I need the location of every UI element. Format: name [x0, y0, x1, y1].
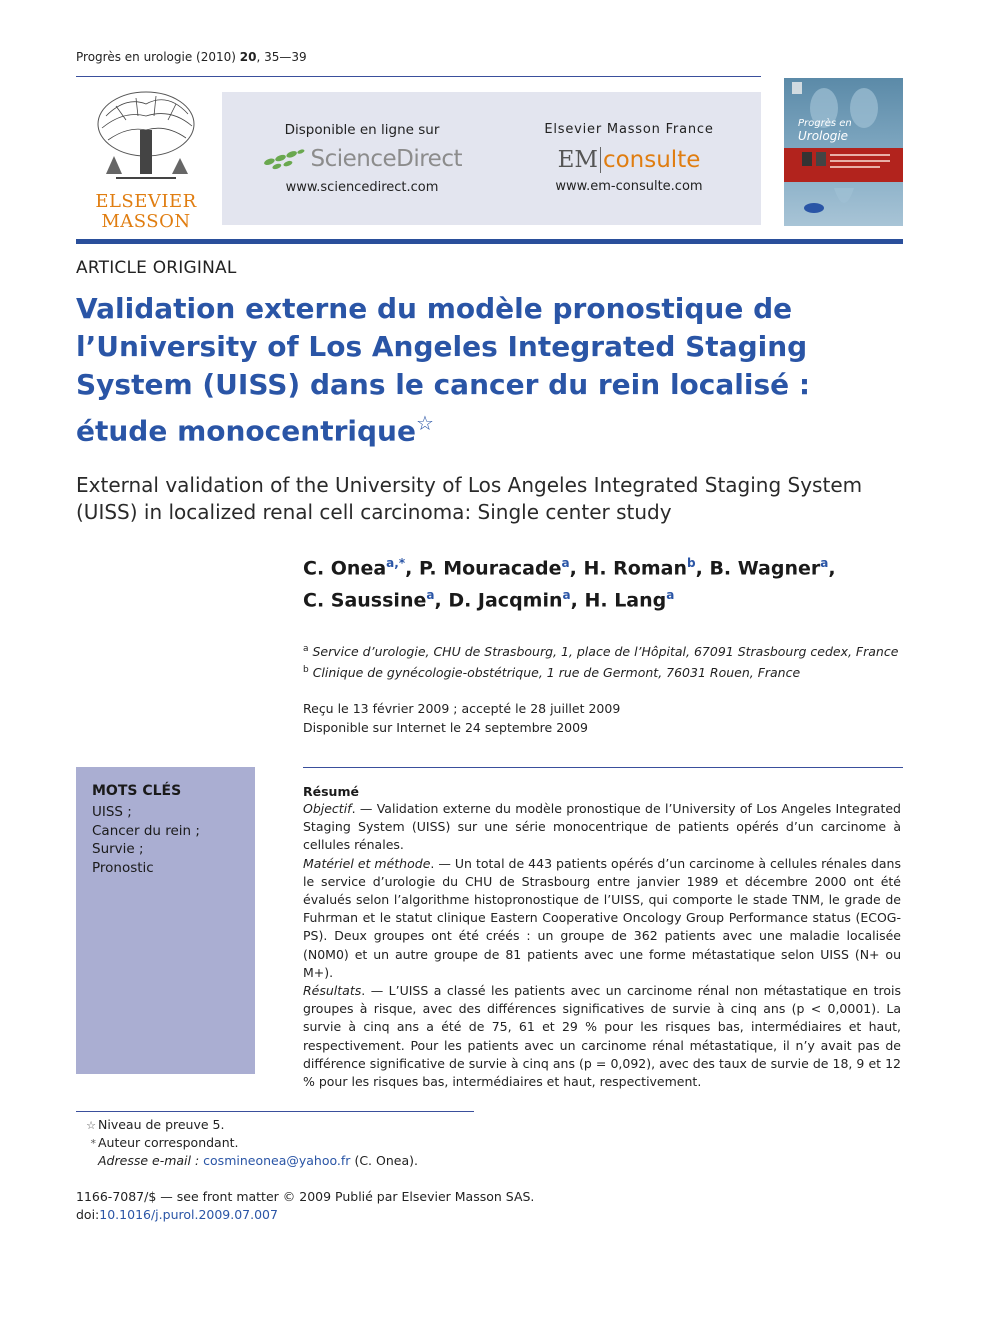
author-name: C. Onea — [303, 557, 387, 580]
abstract-title: Résumé — [303, 784, 359, 799]
author-name: B. Wagner — [709, 557, 821, 580]
author-separator: , — [434, 589, 449, 612]
sciencedirect-wordmark: ScienceDirect — [310, 146, 462, 172]
author-separator: , — [405, 557, 419, 580]
article-dates — [303, 699, 903, 737]
received-date: Reçu le 13 février 2009 ; accepté le 28 juillet 2009 — [303, 701, 621, 716]
article-title-en — [76, 472, 916, 526]
journal-volume: 20 — [239, 50, 257, 64]
keyword-item: Pronostic — [92, 859, 154, 876]
footnote-asterisk-mark: * — [90, 1137, 96, 1150]
author-separator: , — [569, 557, 584, 580]
elsevier-wordmark — [76, 192, 216, 232]
affiliation-mark: a — [303, 644, 309, 654]
abstract-section-text: . — L’UISS a classé les patients avec un carcinome rénal non métastatique en trois groupes à risque, avec des différences significatives de survie à cinq ans (p < 0,0001). La survie à cinq ans a été de 75, 61 et 29 % pour les risques bas, intermédiaires et haut, respectivement. Pour les patients avec un carcinome rénal métastatique, il n’y avait pas de différence significative de survie à cinq ans (p = 0,092), avec des taux de survie de 18, 9 et 12 % pour les risques bas, intermédiaires et haut, respectivement. — [303, 983, 901, 1090]
header-rule — [76, 76, 761, 77]
abstract-objectif — [303, 800, 901, 855]
cover-thumbnails-icon — [784, 148, 903, 182]
keywords-box — [76, 767, 255, 1074]
em-divider — [600, 147, 601, 173]
journal-pages: , 35—39 — [256, 50, 307, 64]
author-name: D. Jacqmin — [448, 589, 563, 612]
author-list — [303, 550, 903, 615]
author-separator: , — [828, 557, 836, 580]
sciencedirect-logo[interactable] — [262, 144, 462, 174]
author-affil-mark[interactable]: a,* — [386, 556, 406, 570]
doi-link[interactable]: 10.1016/j.purol.2009.07.007 — [99, 1207, 278, 1222]
affiliations — [303, 640, 923, 682]
emconsulte-block — [534, 122, 724, 194]
author-affil-mark[interactable]: b — [687, 556, 696, 570]
sciencedirect-label: Disponible en ligne sur — [284, 122, 440, 138]
author-name: H. Lang — [584, 589, 667, 612]
elsevier-line: ELSEVIER — [95, 191, 197, 212]
footnote-rule — [76, 1111, 474, 1112]
title-en-line: External validation of the University of Los Angeles Integrated Staging System — [76, 473, 863, 497]
title-fr-line: Validation externe du modèle pronostique de — [76, 292, 793, 325]
journal-cover-image — [784, 78, 903, 226]
copyright-block — [76, 1188, 676, 1224]
author-name: C. Saussine — [303, 589, 427, 612]
abstract-section-label: Résultats — [303, 983, 362, 999]
masson-line: MASSON — [101, 211, 191, 232]
title-fr-line: étude monocentrique — [76, 414, 416, 448]
author-affil-mark[interactable]: a — [666, 588, 675, 603]
keyword-item: Survie ; — [92, 841, 144, 857]
footnote-text: Auteur correspondant. — [98, 1135, 239, 1150]
online-date: Disponible sur Internet le 24 septembre 2009 — [303, 720, 589, 735]
footnote-text: Niveau de preuve 5. — [98, 1117, 225, 1132]
affiliation-item — [303, 640, 923, 661]
consulte-wordmark: consulte — [602, 147, 701, 173]
journal-citation — [76, 50, 307, 64]
abstract-body — [303, 800, 901, 1091]
footnote-star-mark: ☆ — [86, 1119, 96, 1132]
affiliation-text: Service d’urologie, CHU de Strasbourg, 1, place de l’Hôpital, 67091 Strasbourg cedex, France — [312, 644, 899, 660]
keyword-item: Cancer du rein ; — [92, 822, 200, 839]
em-wordmark: EM — [557, 147, 598, 173]
title-footnote-star[interactable]: ☆ — [415, 411, 434, 435]
keywords-list — [92, 803, 200, 877]
email-label: Adresse e-mail : — [98, 1153, 200, 1168]
cover-title-line1: Progrès en — [798, 118, 852, 129]
author-affil-mark[interactable]: a — [426, 588, 435, 603]
abstract-methode — [303, 855, 901, 982]
keyword-item: UISS ; — [92, 804, 132, 820]
cover-title-line2: Urologie — [798, 129, 849, 143]
footnote-evidence — [76, 1116, 576, 1135]
abstract-section-label: Matériel et méthode — [303, 855, 431, 871]
issn-line: 1166-7087/$ — see front matter © 2009 Publié par Elsevier Masson SAS. — [76, 1189, 535, 1204]
emconsulte-logo[interactable] — [534, 145, 724, 175]
emconsulte-label: Elsevier Masson France — [544, 122, 714, 137]
author-name: H. Roman — [583, 557, 688, 580]
author-separator: , — [695, 557, 710, 580]
title-fr-line: System (UISS) dans le cancer du rein localisé : — [76, 368, 811, 401]
author-affil-mark[interactable]: a — [561, 556, 570, 570]
author-affil-mark[interactable]: a — [820, 556, 829, 570]
journal-name: Progrès en urologie (2010) — [76, 50, 236, 64]
email-suffix: (C. Onea). — [354, 1153, 418, 1168]
abstract-resultats — [303, 982, 901, 1091]
doi-prefix: doi: — [76, 1207, 100, 1222]
affiliation-item — [303, 661, 923, 682]
abstract-rule — [303, 767, 903, 768]
affiliation-mark: b — [303, 665, 309, 676]
abstract-section-text: . — Un total de 443 patients opérés d’un carcinome à cellules rénales dans le service d’urologie du CHU de Strasbourg entre janvier 1989 et décembre 2000 ont été évalués selon l’algorithme histopronostique de l’UISS, qui comporte le stade TNM, le grade de Fuhrman et le statut clinique Eastern Cooperative Oncology Group Performance status (ECOG-PS). Deux groupes ont été créés : un groupe de 362 patients avec une maladie localisée (N0M0) et un autre groupe de 81 patients avec une forme métastatique selon UISS (N+ ou M+). — [303, 855, 901, 980]
title-fr-line: l’University of Los Angeles Integrated Staging — [76, 330, 808, 363]
title-en-line: (UISS) in localized renal cell carcinoma: Single center study — [76, 500, 672, 524]
footnote-corresponding — [76, 1134, 576, 1153]
affiliation-text: Clinique de gynécologie-obstétrique, 1 rue de Germont, 76031 Rouen, France — [312, 665, 801, 681]
keywords-title: MOTS CLÉS — [92, 783, 182, 799]
header-thick-rule — [76, 239, 903, 244]
elsevier-tree-icon — [76, 86, 216, 188]
author-name: P. Mouracade — [418, 557, 562, 580]
article-type: ARTICLE ORIGINAL — [76, 258, 237, 278]
sciencedirect-leaf-icon — [262, 146, 306, 172]
abstract-section-label: Objectif — [303, 801, 352, 816]
author-separator: , — [570, 589, 585, 612]
sciencedirect-url[interactable]: www.sciencedirect.com — [285, 180, 439, 195]
sciencedirect-block — [262, 122, 462, 195]
author-affil-mark[interactable]: a — [562, 588, 571, 603]
emconsulte-url[interactable]: www.em-consulte.com — [555, 179, 703, 194]
email-link[interactable]: cosmineonea@yahoo.fr — [203, 1153, 351, 1168]
article-title-fr — [76, 290, 816, 450]
abstract-section-text: . — Validation externe du modèle pronostique de l’University of Los Angeles Integrated Staging System (UISS) sur une série monocentrique de patients opérés d’un carcinome à cellules rénales. — [303, 801, 901, 853]
elsevier-masson-logo — [76, 86, 216, 231]
cover-red-band — [784, 148, 903, 182]
footnote-email — [98, 1152, 598, 1170]
